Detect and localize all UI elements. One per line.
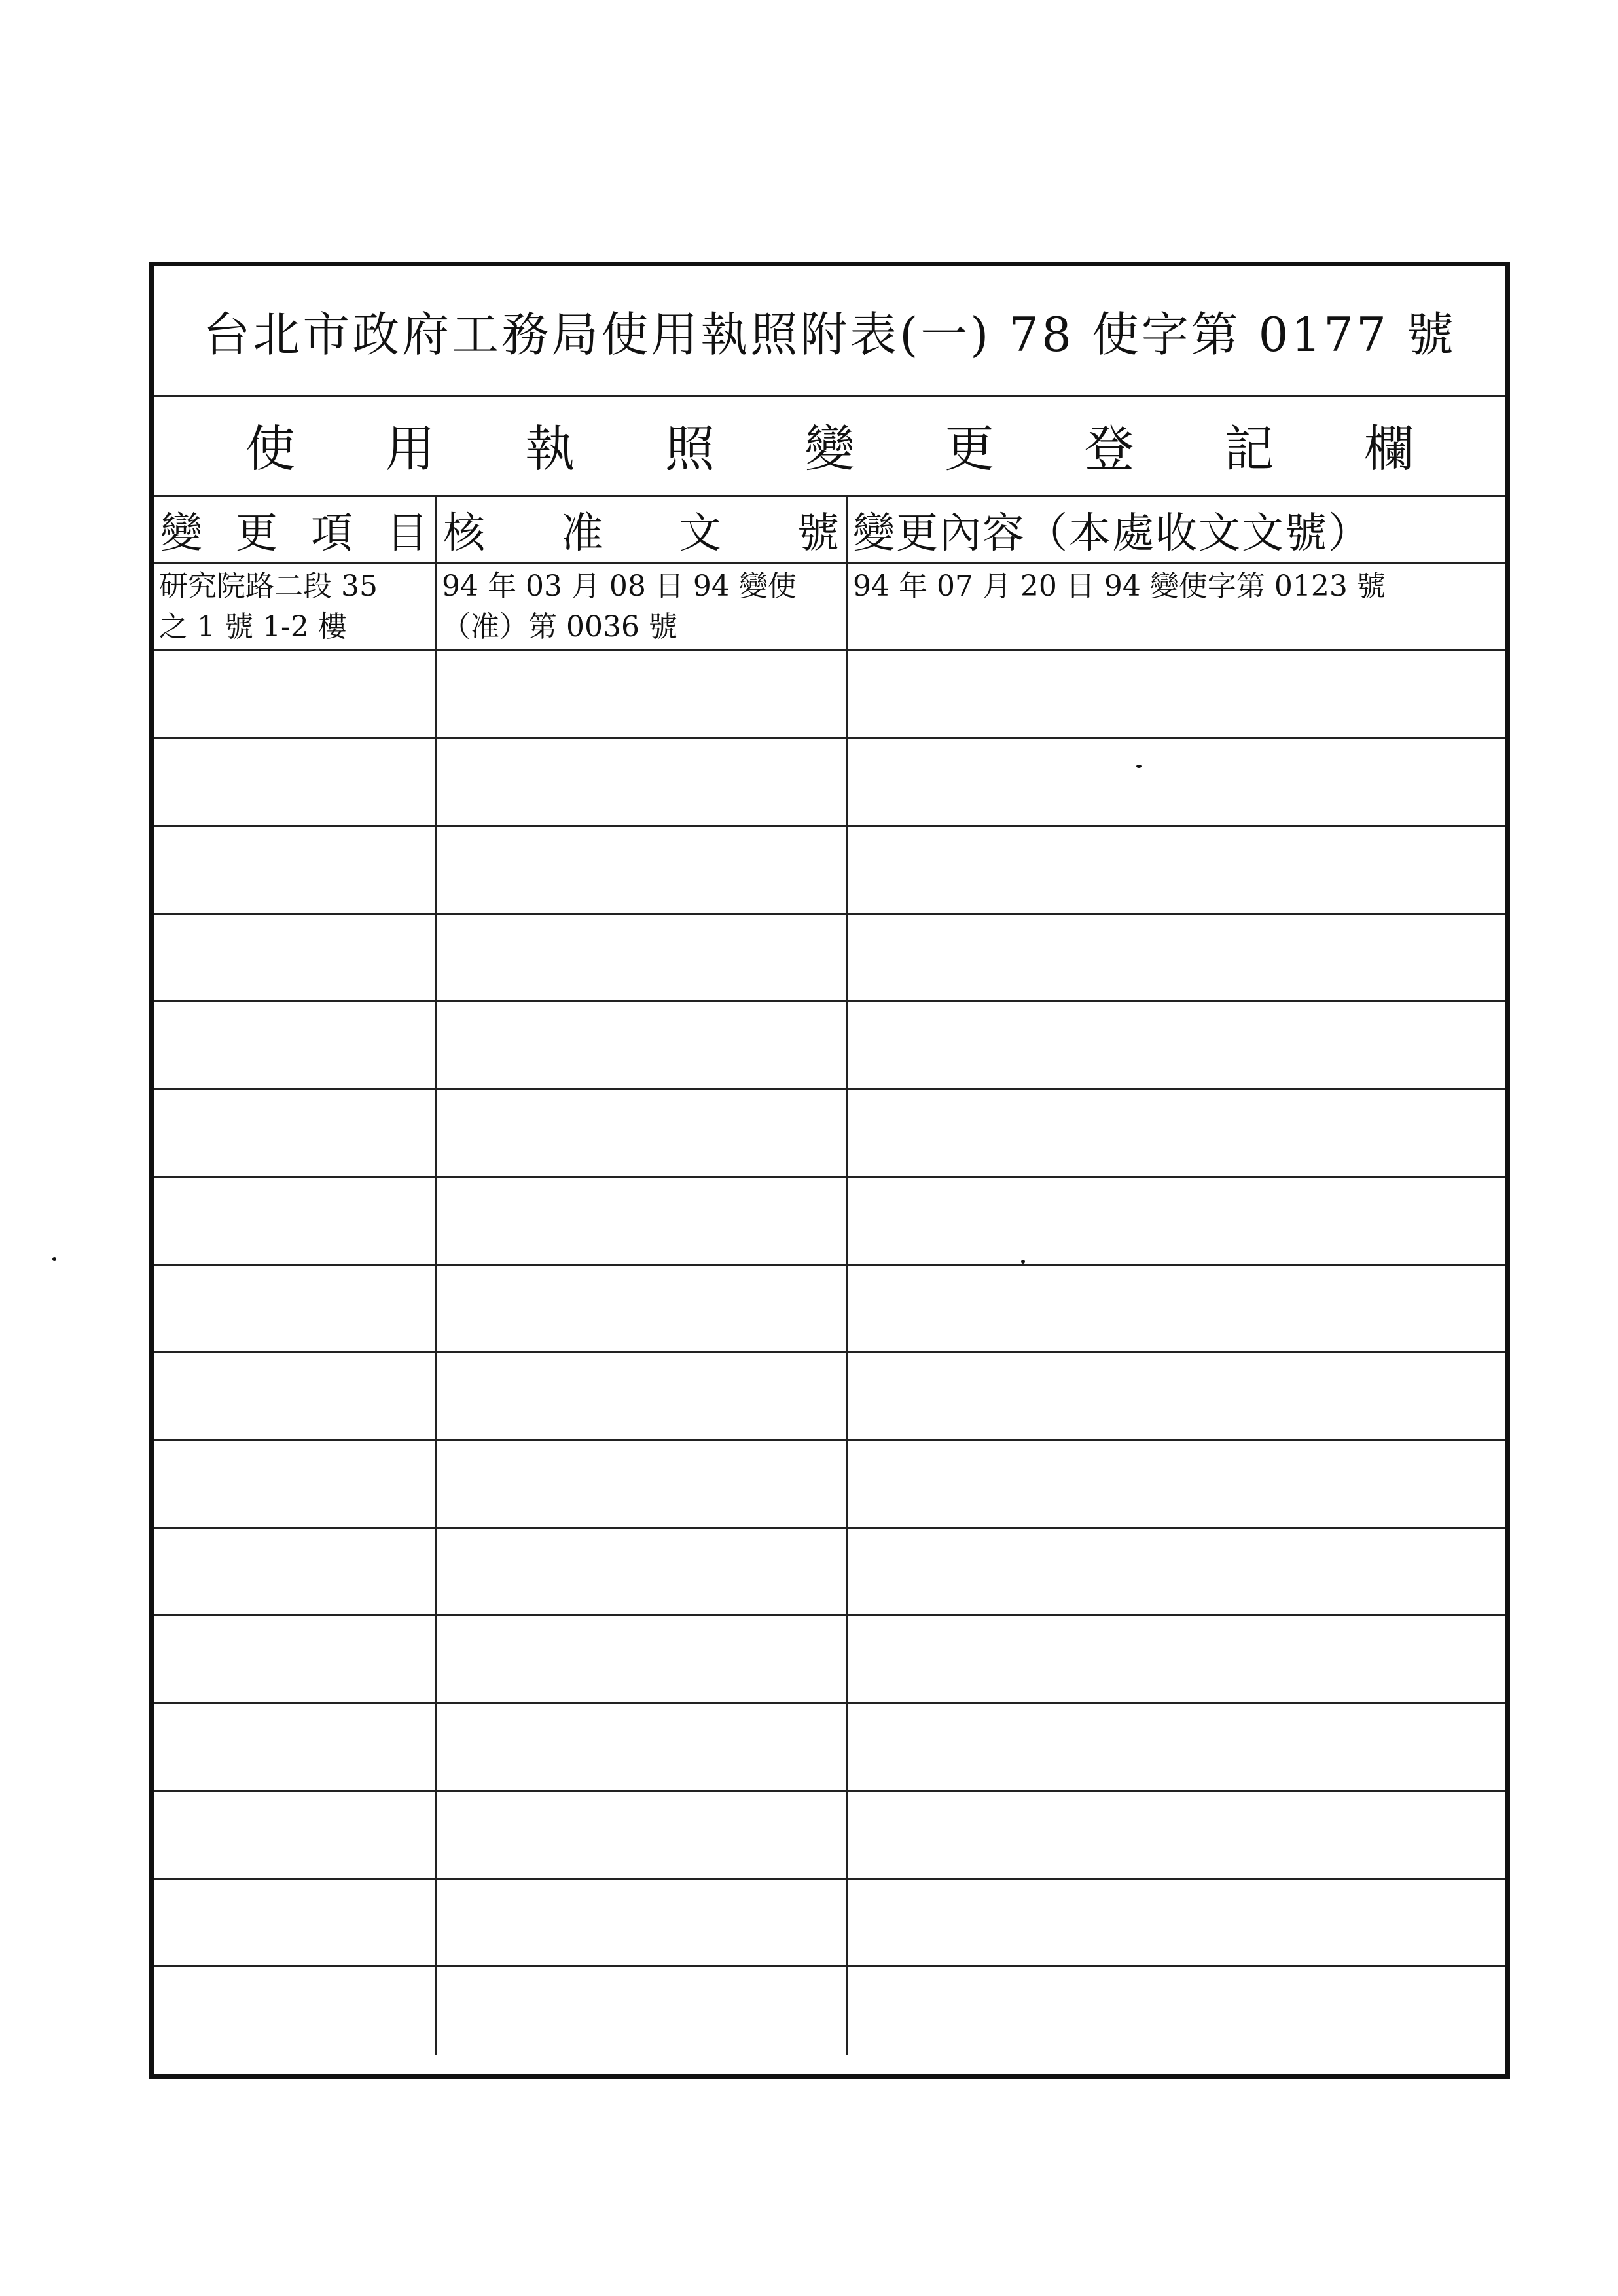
empty-cell[interactable] [848, 915, 1505, 1000]
empty-cell[interactable] [848, 1704, 1505, 1790]
table-body [154, 562, 1505, 2074]
cell-line: 94 年 07 月 20 日 94 變使字第 0123 號 [853, 570, 1386, 603]
empty-cell[interactable] [437, 1529, 848, 1614]
empty-cell[interactable] [154, 1353, 437, 1439]
header-char: 准 [561, 509, 603, 558]
heading-char: 執 [525, 420, 575, 478]
scan-speck [1021, 1260, 1025, 1264]
empty-cell[interactable] [437, 1616, 848, 1702]
empty-cell[interactable] [848, 651, 1505, 737]
heading-char: 記 [1224, 420, 1274, 478]
heading-char: 變 [804, 420, 855, 478]
empty-cell[interactable] [437, 1002, 848, 1088]
empty-cell[interactable] [154, 1441, 437, 1527]
section-heading [154, 395, 1505, 497]
empty-cell[interactable] [154, 739, 437, 825]
empty-cell[interactable] [154, 915, 437, 1000]
table-row-empty [154, 1353, 1505, 1441]
table-row-empty [154, 1792, 1505, 1880]
empty-cell[interactable] [437, 1792, 848, 1878]
cell-line: 研究院路二段 35 [159, 570, 378, 603]
empty-cell[interactable] [848, 1441, 1505, 1527]
empty-cell[interactable] [154, 1616, 437, 1702]
empty-cell[interactable] [154, 651, 437, 737]
table-row-empty [154, 1441, 1505, 1529]
scan-speck [1136, 765, 1142, 768]
empty-cell[interactable] [154, 1880, 437, 1965]
empty-cell[interactable] [848, 1967, 1505, 2055]
table-row-empty [154, 1178, 1505, 1266]
empty-cell[interactable] [848, 1616, 1505, 1702]
column-header-approval-no [437, 497, 848, 562]
empty-cell[interactable] [437, 1090, 848, 1176]
empty-cell[interactable] [154, 1266, 437, 1351]
registration-form [149, 262, 1510, 2079]
form-title: 台北市政府工務局使用執照附表(一) 78 使字第 0177 號 [154, 266, 1505, 397]
header-char: 更 [236, 509, 278, 558]
column-headers [154, 497, 1505, 564]
cell-line: 94 年 03 月 08 日 94 變使 [442, 570, 797, 603]
empty-cell[interactable] [154, 1967, 437, 2055]
cell-line: （准）第 0036 號 [442, 610, 677, 644]
heading-char: 照 [664, 420, 715, 478]
empty-cell[interactable] [154, 1002, 437, 1088]
heading-char: 更 [944, 420, 995, 478]
empty-cell[interactable] [437, 1704, 848, 1790]
heading-char: 欄 [1364, 420, 1414, 478]
cell-approval-no[interactable] [437, 562, 848, 649]
table-row-empty [154, 1704, 1505, 1792]
empty-cell[interactable] [848, 739, 1505, 825]
heading-char: 使 [245, 420, 295, 478]
empty-cell[interactable] [848, 1353, 1505, 1439]
table-row-empty [154, 1266, 1505, 1353]
empty-cell[interactable] [437, 1967, 848, 2055]
empty-cell[interactable] [154, 1792, 437, 1878]
table-row-empty [154, 1002, 1505, 1090]
table-row-empty [154, 827, 1505, 915]
table-row-empty [154, 1616, 1505, 1704]
header-char: 變 [160, 509, 202, 558]
heading-char: 用 [385, 420, 435, 478]
empty-cell[interactable] [437, 1266, 848, 1351]
empty-cell[interactable] [848, 1002, 1505, 1088]
table-row [154, 562, 1505, 651]
empty-cell[interactable] [154, 1090, 437, 1176]
empty-cell[interactable] [154, 1529, 437, 1614]
empty-cell[interactable] [154, 1704, 437, 1790]
table-row-empty [154, 1090, 1505, 1178]
cell-content[interactable] [848, 562, 1505, 649]
empty-cell[interactable] [437, 827, 848, 913]
empty-cell[interactable] [437, 915, 848, 1000]
header-char: 目 [386, 509, 428, 558]
column-header-content: 變更內容（本處收文文號） [853, 509, 1371, 558]
empty-cell[interactable] [437, 1178, 848, 1264]
table-row-empty [154, 1967, 1505, 2055]
empty-cell[interactable] [848, 827, 1505, 913]
empty-cell[interactable] [154, 827, 437, 913]
heading-char: 登 [1084, 420, 1134, 478]
empty-cell[interactable] [848, 1529, 1505, 1614]
header-char: 核 [443, 509, 485, 558]
empty-cell[interactable] [437, 1880, 848, 1965]
empty-cell[interactable] [437, 1441, 848, 1527]
table-row-empty [154, 739, 1505, 827]
table-row-empty [154, 651, 1505, 739]
table-row-empty [154, 1529, 1505, 1616]
empty-cell[interactable] [848, 1792, 1505, 1878]
empty-cell[interactable] [848, 1090, 1505, 1176]
table-row-empty [154, 1880, 1505, 1967]
cell-line: 之 1 號 1-2 樓 [159, 610, 347, 644]
empty-cell[interactable] [848, 1266, 1505, 1351]
header-char: 文 [679, 509, 721, 558]
empty-cell[interactable] [848, 1178, 1505, 1264]
empty-cell[interactable] [154, 1178, 437, 1264]
header-char: 項 [311, 509, 353, 558]
empty-cell[interactable] [437, 1353, 848, 1439]
table-row-empty [154, 915, 1505, 1002]
empty-cell[interactable] [437, 739, 848, 825]
empty-cell[interactable] [848, 1880, 1505, 1965]
column-header-item [154, 497, 437, 562]
scan-speck [52, 1257, 56, 1261]
empty-cell[interactable] [437, 651, 848, 737]
header-char: 號 [797, 509, 839, 558]
cell-item[interactable] [154, 562, 437, 649]
